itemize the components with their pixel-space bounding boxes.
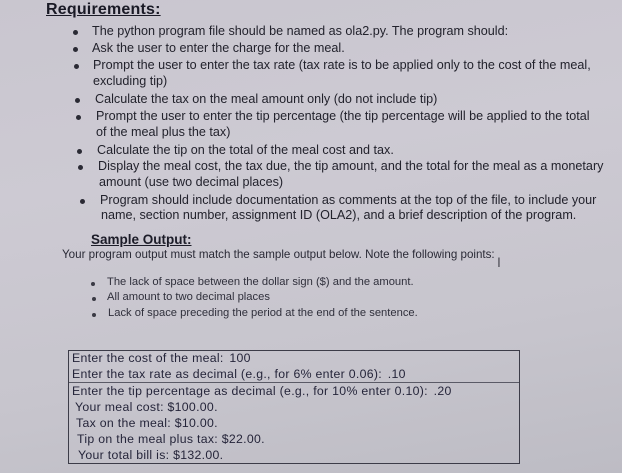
- bullet-icon: [91, 282, 95, 286]
- sample-output-title: Sample Output:: [91, 232, 192, 247]
- requirement-line: of the meal plus the tax): [96, 125, 231, 139]
- console-line: [76, 416, 218, 430]
- requirement-line: The python program file should be named as ola2.py. The program should:: [92, 24, 509, 38]
- console-line: [72, 367, 406, 381]
- console-prompt: Enter the tax rate as decimal (e.g., for 6% enter 0.06):: [72, 367, 383, 381]
- bullet-icon: [92, 297, 96, 301]
- requirement-line: Display the meal cost, the tax due, the tip amount, and the total for the meal as a monetary: [98, 159, 604, 173]
- bullet-icon: [78, 165, 83, 170]
- console-output-text: Your meal cost: $100.00.: [75, 400, 218, 414]
- requirement-line: Calculate the tip on the total of the meal cost and tax.: [97, 143, 394, 157]
- bullet-icon: [77, 149, 82, 154]
- console-prompt: Enter the tip percentage as decimal (e.g., for 10% enter 0.10):: [72, 384, 428, 398]
- console-value: .10: [387, 367, 406, 381]
- console-divider: [69, 382, 519, 383]
- note-point: Lack of space preceding the period at the end of the sentence.: [108, 307, 418, 319]
- console-value: .20: [433, 384, 452, 398]
- bullet-icon: [73, 47, 78, 52]
- requirements-title: Requirements:: [46, 1, 161, 18]
- note-point: All amount to two decimal places: [107, 291, 270, 303]
- requirement-line: name, section number, assignment ID (OLA2), and a brief description of the program.: [101, 208, 577, 222]
- console-line: [78, 448, 223, 462]
- bullet-icon: [75, 98, 80, 103]
- requirement-line: Prompt the user to enter the tip percentage (the tip percentage will be applied to the total: [96, 109, 590, 123]
- console-line: [72, 351, 251, 365]
- requirement-line: Program should include documentation as comments at the top of the file, to include your: [100, 193, 597, 207]
- sample-output-description: Your program output must match the sample output below. Note the following points:: [62, 248, 495, 261]
- console-prompt: Enter the cost of the meal:: [72, 351, 224, 365]
- bullet-icon: [76, 115, 81, 120]
- console-output-text: Your total bill is: $132.00.: [78, 448, 224, 462]
- requirement-line: amount (use two decimal places): [99, 175, 284, 189]
- bullet-icon: [92, 313, 96, 317]
- text-cursor-icon: I: [497, 254, 501, 270]
- requirement-line: Prompt the user to enter the tax rate (tax rate is to be applied only to the cost of the meal,: [93, 58, 591, 72]
- bullet-icon: [80, 199, 85, 204]
- requirement-line: Ask the user to enter the charge for the meal.: [92, 41, 345, 55]
- console-value: 100: [229, 351, 251, 365]
- bullet-icon: [73, 30, 78, 35]
- requirement-line: Calculate the tax on the meal amount only (do not include tip): [95, 92, 438, 106]
- console-output-text: Tax on the meal: $10.00.: [76, 416, 218, 430]
- note-point: The lack of space between the dollar sign ($) and the amount.: [107, 276, 414, 288]
- console-output-text: Tip on the meal plus tax: $22.00.: [77, 432, 265, 446]
- bullet-icon: [74, 64, 79, 69]
- console-line: [75, 400, 218, 414]
- requirement-line: excluding tip): [93, 74, 168, 88]
- console-line: [72, 384, 452, 398]
- console-line: [77, 432, 265, 446]
